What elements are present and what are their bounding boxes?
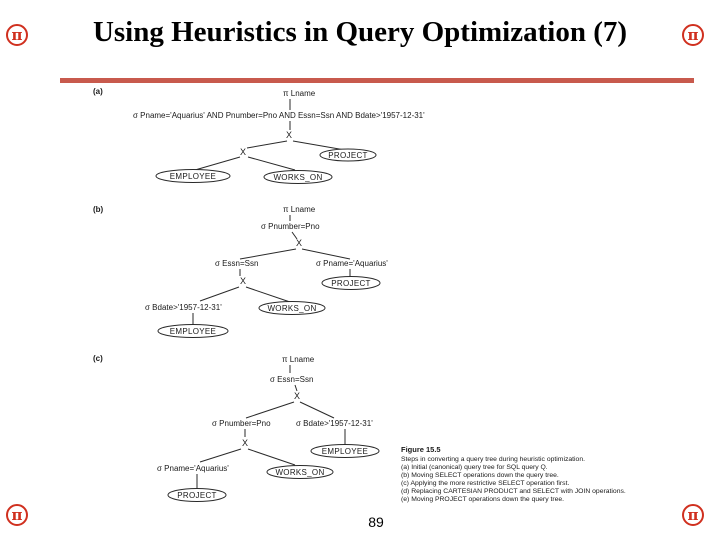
edge [300,402,334,418]
panel-b-leaf-project: PROJECT [331,279,371,288]
figure-caption-line: Steps in converting a query tree during heuristic optimization. [401,456,585,463]
corner-pi-icon-bottom-left: π [6,504,28,526]
edge [293,141,345,150]
panel-a-leaf-works-on: WORKS_ON [273,173,323,182]
figure-caption-line: (e) Moving PROJECT operations down the query tree. [401,496,565,503]
figure-caption-line: (a) Initial (canonical) query tree for SQL query Q. [401,464,548,471]
figure-caption-line: (c) Applying the more restrictive SELECT operation first. [401,480,570,487]
panel-b-label: (b) [93,205,104,214]
panel-c-select-bdate: σ Bdate>'1957-12-31' [296,419,373,428]
corner-pi-icon-bottom-right: π [682,504,704,526]
panel-a-product-inner: X [240,147,247,157]
edge [247,141,287,148]
panel-c-select-pname: σ Pname='Aquarius' [157,464,229,473]
figure-caption-title: Figure 15.5 [401,445,441,454]
slide-title: Using Heuristics in Query Optimization (7) [92,16,628,48]
edge [302,249,350,259]
panel-b-project-lname: π Lname [283,205,316,214]
panel-c-product-top: X [294,391,301,401]
panel-b-select-bdate: σ Bdate>'1957-12-31' [145,303,222,312]
panel-c-leaf-project: PROJECT [177,491,217,500]
corner-pi-icon-top-left: π [6,24,28,46]
edge [200,449,241,462]
panel-b-select-essn: σ Essn=Ssn [215,259,259,268]
panel-a-product-top: X [286,130,293,140]
panel-b-leaf-works-on: WORKS_ON [267,304,317,313]
panel-a-label: (a) [93,87,103,96]
page-number: 89 [368,514,384,530]
panel-b-select-pname: σ Pname='Aquarius' [316,259,388,268]
panel-b-product-top: X [296,238,303,248]
panel-c-product-inner: X [242,438,249,448]
panel-a-leaf-employee: EMPLOYEE [169,172,217,181]
panel-c-select-essn: σ Essn=Ssn [270,375,314,384]
panel-b-select-pnumber: σ Pnumber=Pno [261,222,320,231]
panel-a-leaf-project: PROJECT [328,151,368,160]
panel-c-select-pnumber: σ Pnumber=Pno [212,419,271,428]
edge [246,287,290,302]
panel-c-label: (c) [93,354,103,363]
edge [248,449,295,465]
panel-c-leaf-employee: EMPLOYEE [321,447,369,456]
panel-b-product-inner: X [240,276,247,286]
edge [195,157,240,170]
panel-a-project-lname: π Lname [283,89,316,98]
edge [248,157,295,170]
edge [240,249,296,259]
corner-pi-icon-top-right: π [682,24,704,46]
panel-a-select-condition: σ Pname='Aquarius' AND Pnumber=Pno AND Essn=Ssn AND Bdate>'1957-12-31' [133,111,425,120]
edge [246,402,294,418]
panel-c-leaf-works-on: WORKS_ON [275,468,325,477]
figure-caption-line: (d) Replacing CARTESIAN PRODUCT and SELECT with JOIN operations. [401,488,626,495]
figure-caption-line: (b) Moving SELECT operations down the query tree. [401,472,559,479]
panel-c-project-lname: π Lname [282,355,315,364]
panel-b-leaf-employee: EMPLOYEE [169,327,217,336]
edge [200,287,239,301]
